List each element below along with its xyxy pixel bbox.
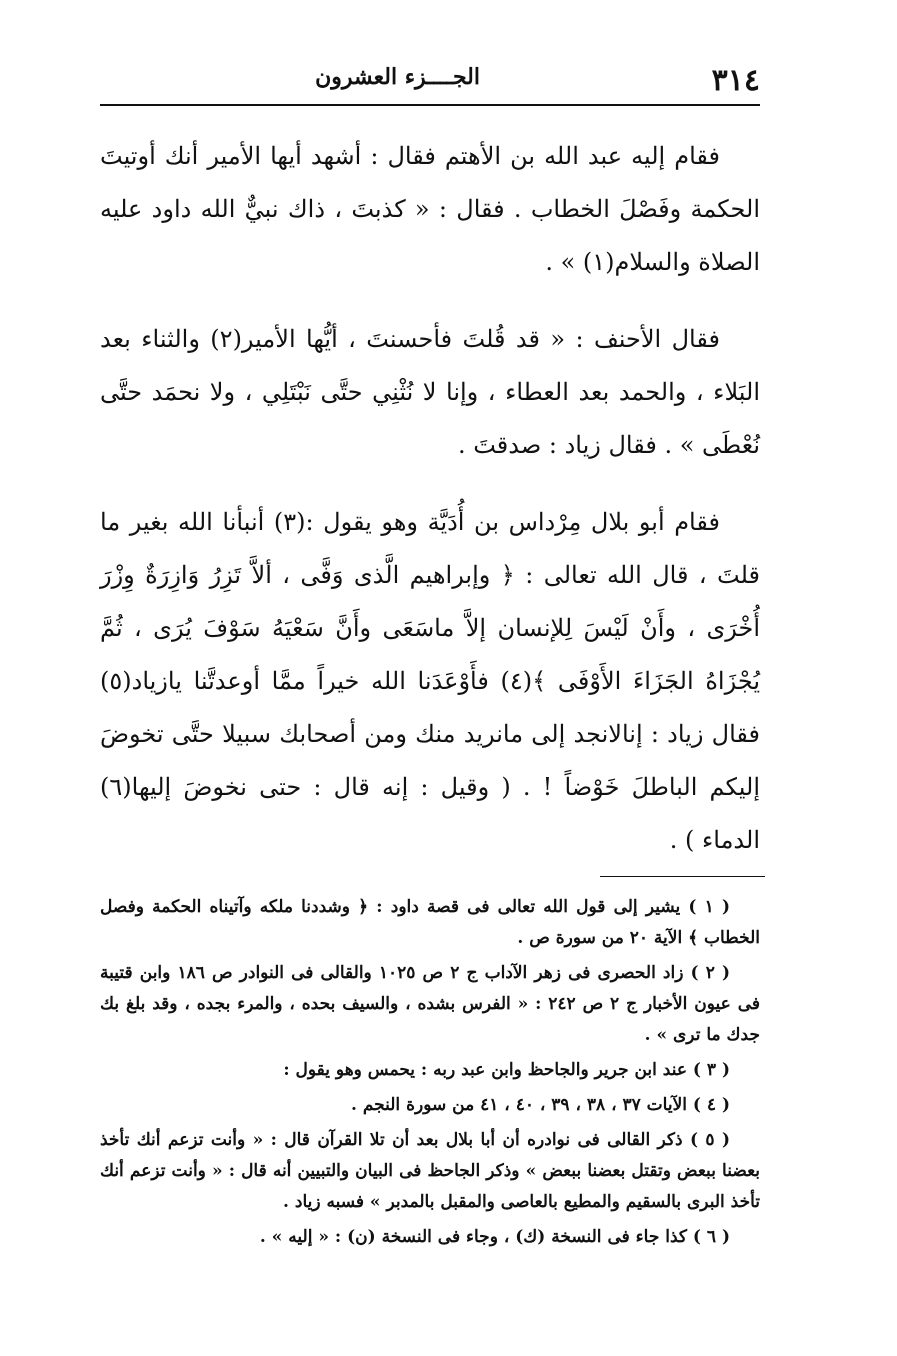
footnote: ( ٣ ) عند ابن جرير والجاحظ وابن عبد ربه : يحمس وهو يقول : — [283, 1060, 730, 1080]
page-header — [100, 58, 760, 102]
paragraph: فقام إليه عبد الله بن الأهتم فقال : أشهد أيها الأمير أنك أوتيتَ الحكمة وفَصْلَ الخطاب . فقال : « كذبتَ ، ذاك نبيٌّ الله داود عليه الصلاة والسلام(١) » . — [100, 142, 760, 276]
running-head: الجــــزء العشرون — [315, 64, 480, 90]
footnotes — [100, 892, 760, 1257]
footnote: ( ١ ) يشير إلى قول الله تعالى فى قصة داود : ﴿ وشددنا ملكه وآتيناه الحكمة وفصل الخطاب ﴾ الآية ٢٠ من سورة ص . — [100, 897, 760, 948]
footnote: ( ٢ ) زاد الحصرى فى زهر الآداب ج ٢ ص ١٠٢٥ والقالى فى النوادر ص ١٨٦ وابن قتيبة فى عيون الأخبار ج ٢ ص ٢٤٢ : « الفرس بشده ، والسيف بحده ، والمرء بجده ، وقد بلغ بك جدك ما ترى » . — [100, 963, 761, 1045]
main-text — [100, 130, 760, 891]
paragraph: فقال الأحنف : « قد قُلتَ فأحسنتَ ، أيُّها الأمير(٢) والثناء بعد البَلاء ، والحمد بعد العطاء ، وإنا لا نُثْنِي حتَّى نَبْتَلِي ، ولا نحمَد حتَّى نُعْطَى » . فقال زياد : صدقتَ . — [100, 325, 760, 459]
page-number: ٣١٤ — [711, 62, 760, 98]
paragraph: فقام أبو بلال مِرْداس بن أُدَيَّة وهو يقول :(٣) أنبأنا الله بغير ما قلتَ ، قال الله تعالى : ﴿ وإبراهيم الَّذى وَفَّى ، ألاَّ تَزِرُ وَازِرَةٌ وِزْرَ أُخْرَى ، وأَنْ لَيْسَ لِلإنسان إلاَّ ماسَعَى وأَنَّ سَعْيَهُ سَوْفَ يُرَى ، ثُمَّ يُجْزَاهُ الجَزَاءَ الأَوْفَى ﴾(٤) فأَوْعَدَنا الله خيراً ممَّا أوعدتَّنا يازياد(٥) فقال زياد : إنالانجد إلى مانريد منك ومن أصحابك سبيلا حتَّى تخوضَ إليكم الباطلَ خَوْضاً ! . ( وقيل : إنه قال : حتى نخوضَ إليها(٦) الدماء ) . — [100, 508, 761, 854]
header-rule — [100, 104, 760, 106]
footnote: ( ٥ ) ذكر القالى فى نوادره أن أبا بلال بعد أن تلا القرآن قال : « وأنت تزعم أنك تأخذ بعضنا ببعض وتقتل بعضنا ببعض » وذكر الجاحظ فى البيان والتبيين أنه قال : « وأنت تزعم أنك تأخذ البرى بالسقيم والمطيع بالعاصى والمقبل بالمدبر » فسبه زياد . — [100, 1130, 760, 1212]
footnote: ( ٤ ) الآيات ٣٧ ، ٣٨ ، ٣٩ ، ٤٠ ، ٤١ من سورة النجم . — [351, 1095, 730, 1115]
footnote: ( ٦ ) كذا جاء فى النسخة (ك) ، وجاء فى النسخة (ن) : « إليه » . — [259, 1227, 730, 1247]
footnote-rule — [600, 876, 765, 877]
